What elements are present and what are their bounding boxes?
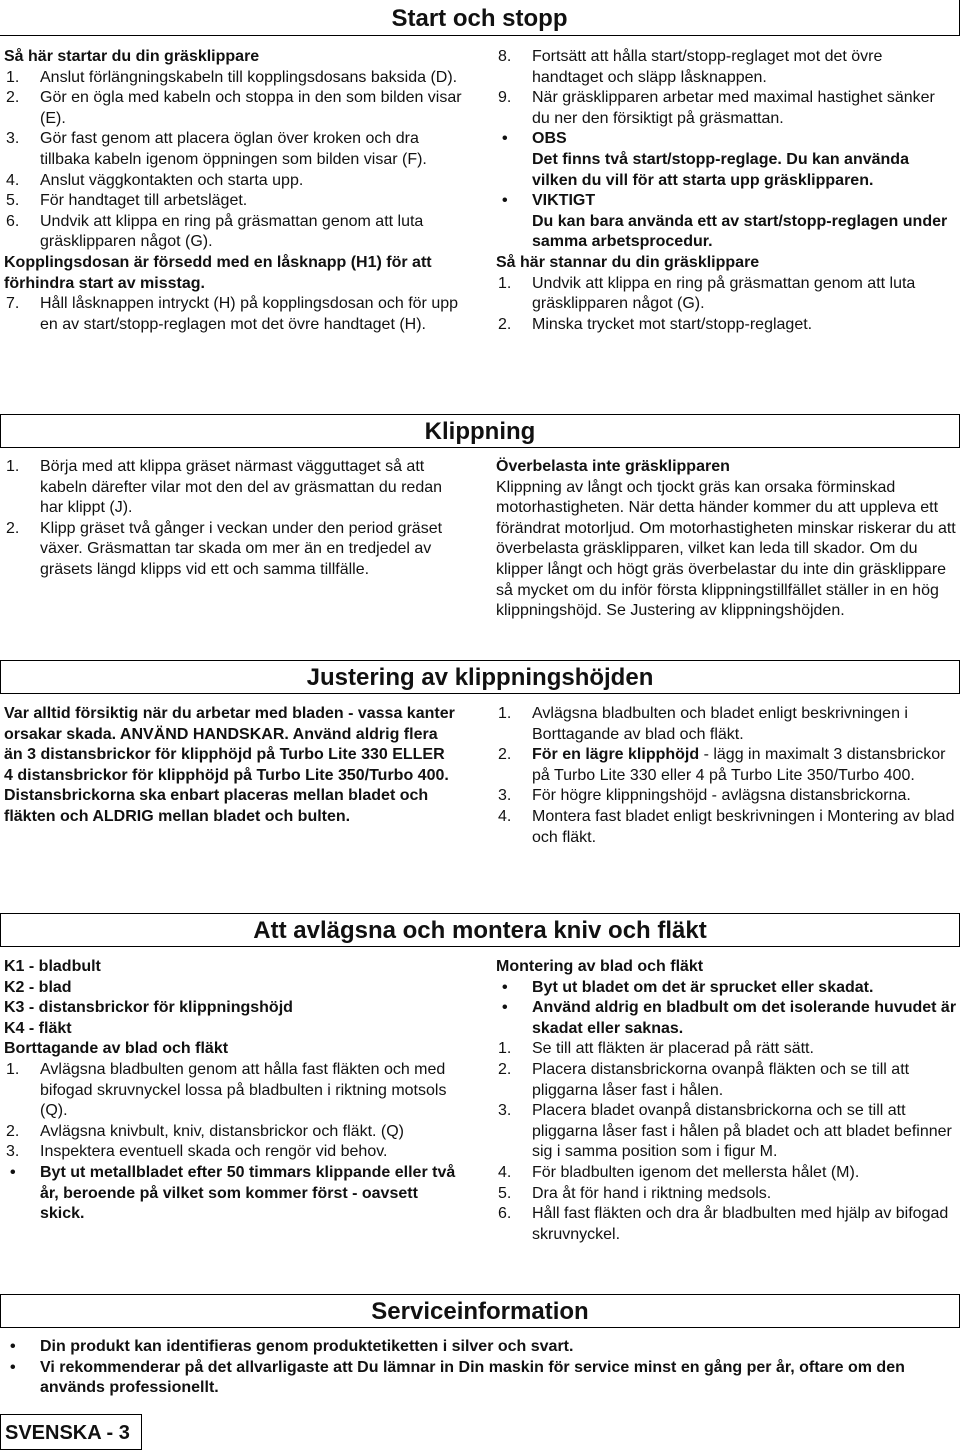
page-footer: SVENSKA - 3 xyxy=(0,1414,142,1450)
part-k2: K2 - blad xyxy=(4,978,72,996)
list-item: 3. För högre klippningshöjd - avlägsna distansbrickorna. xyxy=(498,787,911,805)
part-k1: K1 - bladbult xyxy=(4,958,101,975)
list-item: 5. För handtaget till arbetsläget. xyxy=(6,192,248,210)
list-item: 8. Fortsätt att hålla start/stopp-reglaget mot det övre handtaget och släpp låsknappen. xyxy=(498,48,883,86)
list-item: 2. För en lägre klipphöjd - lägg in maximalt 3 distansbrickor på Turbo Lite 330 eller 4 på Turbo Lite 350/Turbo 400. xyxy=(498,746,946,784)
viktigt-note: • VIKTIGT Du kan bara använda ett av start/stopp-reglagen under samma arbetsprocedur. xyxy=(502,192,948,251)
list-item: 1. Börja med att klippa gräset närmast vägguttaget så att kabeln därefter vilar mot den del av gräsmattan du redan har klippt (J). xyxy=(6,458,443,517)
part-k4: K4 - fläkt xyxy=(4,1019,72,1037)
section-title-justering: Justering av klippningshöjden xyxy=(0,660,960,694)
list-item: 2. Placera distansbrickorna ovanpå fläkten och se till att pliggarna låser fast i hålen. xyxy=(498,1060,910,1099)
list-item: 9. När gräsklipparen arbetar med maximal hastighet sänker du ner den försiktigt på gräsmattan. xyxy=(498,89,935,127)
obs-note: • OBS Det finns två start/stopp-reglage. Du kan använda vilken du vill för att starta upp gräsklipparen. xyxy=(502,130,909,189)
mount-heading: Montering av blad och fläkt xyxy=(496,958,704,975)
list-item: • Byt ut metallbladet efter 50 timmars klippande eller två år, beroende på vilket som kommer först - oavsett skick. xyxy=(10,1163,456,1223)
bullet-icon: • xyxy=(10,1338,16,1355)
list-item: 1. Avlägsna bladbulten och bladet enligt beskrivningen i Borttagande av blad och fläkt. xyxy=(498,705,908,743)
bullet-icon: • xyxy=(10,1163,16,1181)
list-item: 1. Undvik att klippa en ring på gräsmattan genom att luta gräsklipparen något (G). xyxy=(498,274,916,313)
start-right-column xyxy=(496,47,956,335)
part-k3: K3 - distansbrickor för klippningshöjd xyxy=(4,999,293,1017)
list-item: 2. Klipp gräset två gånger i veckan under den period gräset växer. Gräsmattan tar skada om mer än en tredjedel av gräsets längd klipps vid ett och samma tillfälle. xyxy=(6,519,443,578)
list-item: 7. Håll låsknappen intryckt (H) på kopplingsdosan och för upp en av start/stopp-reglagen mot det övre handtaget (H). xyxy=(6,295,459,333)
list-item: 3. Placera bladet ovanpå distansbrickorna och se till att pliggarna låser fast i hålen på bladet och att bladet befinner sig i samma position som i figur M. xyxy=(498,1102,952,1161)
list-item: 6. Undvik att klippa en ring på gräsmattan genom att luta gräsklipparen något (G). xyxy=(6,212,424,251)
stop-heading: Så här stannar du din gräsklippare xyxy=(496,253,760,271)
list-item: 2. Avlägsna knivbult, kniv, distansbrickor och fläkt. (Q) xyxy=(6,1122,404,1140)
list-item: 2. Gör en ögla med kabeln och stoppa in den som bilden visar (E). xyxy=(6,89,462,127)
avlagsna-left-column xyxy=(4,957,466,1225)
klippning-left-column xyxy=(4,457,464,581)
list-item: • Din produkt kan identifieras genom produktetiketten i silver och svart. xyxy=(4,1337,956,1358)
list-item: 2. Minska trycket mot start/stopp-reglaget. xyxy=(498,315,813,333)
lock-button-note: Kopplingsdosan är försedd med en låsknapp (H1) för att förhindra start av misstag. xyxy=(4,253,432,292)
service-list xyxy=(4,1337,956,1399)
section-title-start-stop: Start och stopp xyxy=(0,0,960,36)
list-item: 3. Gör fast genom att placera öglan över kroken och dra tillbaka kabeln igenom öppningen som bilden visar (F). xyxy=(6,130,427,168)
list-item: 1. Se till att fläkten är placerad på rätt sätt. xyxy=(498,1040,814,1058)
list-item: • Vi rekommenderar på det allvarligaste att Du lämnar in Din maskin för service minst en gång per år, oftare om den används professionellt. xyxy=(10,1358,905,1397)
start-heading: Så här startar du din gräsklippare xyxy=(4,48,260,65)
start-left-column xyxy=(4,47,464,335)
list-item: 3. Inspektera eventuell skada och rengör vid behov. xyxy=(6,1143,388,1161)
list-item: 5. Dra åt för hand i riktning medsols. xyxy=(498,1184,772,1202)
remove-heading: Borttagande av blad och fläkt xyxy=(4,1040,229,1058)
list-item: 1. Anslut förlängningskabeln till kopplingsdosans baksida (D). xyxy=(6,68,458,86)
justering-right-column xyxy=(496,704,956,848)
list-item: 1. Avlägsna bladbulten genom att hålla fast fläkten och med bifogad skruvnyckel lossa på bladbulten i riktning motsols (Q). xyxy=(6,1060,447,1120)
list-item: • Byt ut bladet om det är sprucket eller skadat. xyxy=(496,978,958,999)
avlagsna-right-column xyxy=(496,957,958,1245)
list-item: 4. För bladbulten igenom det mellersta hålet (M). xyxy=(498,1163,860,1181)
list-item: 4. Montera fast bladet enligt beskrivningen i Montering av blad och fläkt. xyxy=(498,807,955,846)
bullet-icon: • xyxy=(502,999,508,1017)
overload-heading: Överbelasta inte gräsklipparen xyxy=(496,458,730,475)
bullet-icon: • xyxy=(502,192,508,210)
section-title-service: Serviceinformation xyxy=(0,1294,960,1328)
list-item: 6. Håll fast fläkten och dra år bladbulten med hjälp av bifogad skruvnyckel. xyxy=(498,1205,949,1243)
bullet-icon: • xyxy=(10,1358,16,1376)
overload-text: Klippning av långt och tjockt gräs kan orsaka förminskad motorhastigheten. När detta händer kommer du att uppleva ett förändrat motorljud. Om motorhastigheten minskar riskerar du att överbelasta gräsklipparen, vilket kan leda till skador. Om du klipper långt och högt gräs överbelastar du inte din gräsklippare så mycket om du inför första klippningstillfället ställer in en hög klippningshöjd. Se Justering av klippningshöjden. xyxy=(496,478,956,620)
section-title-avlagsna: Att avlägsna och montera kniv och fläkt xyxy=(0,913,960,947)
justering-warning: Var alltid försiktig när du arbetar med bladen - vassa kanter orsakar skada. ANVÄND HANDSKAR. Använd aldrig flera än 3 distansbrickor för klipphöjd på Turbo Lite 330 ELLER 4 distansbrickor för klipphöjd på Turbo Lite 350/Turbo 400. Distansbrickorna ska enbart placeras mellan bladet och fläkten och ALDRIG mellan bladet och bulten. xyxy=(4,705,455,825)
bullet-icon: • xyxy=(502,130,508,148)
klippning-right-column xyxy=(496,457,958,622)
bullet-icon: • xyxy=(502,978,508,996)
section-title-klippning: Klippning xyxy=(0,414,960,448)
list-item: • Använd aldrig en bladbult om det isolerande huvudet är skadat eller saknas. xyxy=(502,999,957,1037)
list-item: 4. Anslut väggkontakten och starta upp. xyxy=(6,171,304,189)
